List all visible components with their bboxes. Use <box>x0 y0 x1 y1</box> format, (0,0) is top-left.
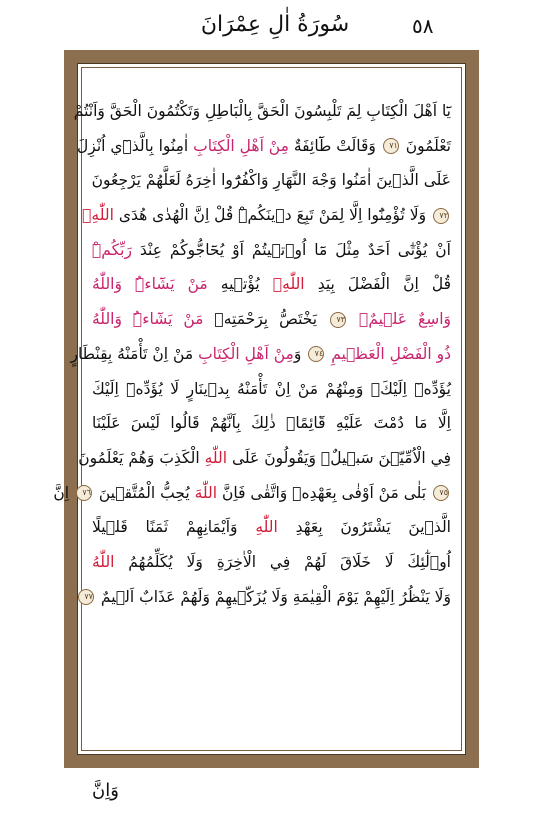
verse-text: اللّٰهِ <box>255 518 278 537</box>
verse-line <box>92 406 451 441</box>
ayah-number-marker: ٧١ <box>383 138 399 154</box>
verse-text: وَقَالَتْ طَٓائِفَةٌ <box>288 136 381 155</box>
verse-text: فِي الْاُمِّيّ۪نَ سَب۪يلٌۚ وَيَقُولُونَ عَلَى <box>227 448 451 467</box>
verse-text: وَلَا يَنْظُرُ اِلَيْهِمْ يَوْمَ الْقِيٰمَةِ وَلَا يُزَكّ۪يهِمْ وَلَهُمْ عَذَابٌ اَل۪يمٌ <box>95 587 451 606</box>
verse-text: اِلَّا مَا دُمْتَ عَلَيْهِ قَٓائِمًاۜ ذٰلِكَ بِاَنَّهُمْ قَالُوا لَيْسَ عَلَيْنَا <box>92 414 451 433</box>
ayah-number-marker: ٧٥ <box>433 485 449 501</box>
verse-text: اللّٰهِ <box>204 448 228 467</box>
verse-line <box>92 510 451 545</box>
verse-line <box>92 545 451 580</box>
verse-text: ذُو الْفَضْلِ الْعَظ۪يمِ <box>331 344 451 363</box>
verse-line <box>92 372 451 407</box>
verse-text: رَبِّكُمْۜ <box>92 240 132 259</box>
page-number: ٥٨ <box>412 14 434 38</box>
verse-text: الْكَذِبَ وَهُمْ يَعْلَمُونَ <box>78 448 205 467</box>
verse-text: اللّٰهِۙ <box>82 206 114 225</box>
verse-line <box>77 129 451 164</box>
catchword: وَاِنَّ <box>92 780 119 801</box>
surah-title: سُورَةُ اٰلِ عِمْرَانَ <box>200 12 350 37</box>
verse-text: اِنَّ <box>53 483 74 502</box>
page-frame <box>53 50 479 768</box>
verse-line <box>70 337 451 372</box>
verse-text: بَلٰى مَنْ اَوْفٰى بِعَهْدِه۪ وَاتَّقٰى فَاِنَّ <box>217 483 431 502</box>
verse-text: وَاَيْمَانِهِمْ ثَمَنًا قَل۪يلًا <box>92 518 256 537</box>
verse-text: اٰمِنُوا بِالَّذ۪ٓي اُنْزِلَ <box>77 136 194 155</box>
verse-line <box>92 233 451 268</box>
verse-text: مَنْ اِنْ تَأْمَنْهُ بِقِنْطَارٍ <box>70 344 199 363</box>
ayah-number-marker: ٧٣ <box>330 312 346 328</box>
verse-text: تَعْلَمُونَ <box>400 136 451 155</box>
verse-line <box>53 476 451 511</box>
ayah-number-marker: ٧٢ <box>433 208 449 224</box>
ayah-number-marker: ٧٦ <box>76 485 92 501</box>
verse-text: مِنْ اَهْلِ الْكِتَابِ <box>198 344 294 363</box>
verse-text: يُحِبُّ الْمُتَّق۪ينَ <box>93 483 195 502</box>
verse-text: اللّٰهِۚ <box>272 275 305 294</box>
verse-text: مَنْ يَشَٓاءُۜ وَاللّٰهُ <box>92 310 204 329</box>
verse-line <box>92 163 451 198</box>
verse-text: اللّٰهُ <box>92 552 115 571</box>
verse-line <box>84 580 451 615</box>
ayah-number-marker: ٧٤ <box>308 346 324 362</box>
verse-line <box>92 302 451 337</box>
verse-text: اُو۬لٰٓئِكَ لَا خَلَاقَ لَهُمْ فِي الْاٰخِرَةِ وَلَا يُكَلِّمُهُمُ <box>114 552 451 571</box>
verse-lines <box>53 94 451 744</box>
verse-text: عَلَى الَّذ۪ينَ اٰمَنُوا وَجْهَ النَّهَارِ وَاكْفُرُٓوا اٰخِرَهُ لَعَلَّهُمْ يَرْجِعُونَ <box>91 171 451 190</box>
verse-text: يَخْتَصُّ بِرَحْمَتِه۪ <box>203 310 329 329</box>
verse-text: يَٓا اَهْلَ الْكِتَابِ لِمَ تَلْبِسُونَ الْحَقَّ بِالْبَاطِلِ وَتَكْتُمُونَ الْحَقَّ وَاَنْتُمْ <box>73 102 451 120</box>
ayah-number-marker: ٧٧ <box>78 589 94 605</box>
verse-line <box>92 267 451 302</box>
verse-text: اَنْ يُؤْتٰٓى اَحَدٌ مِثْلَ مَٓا اُو۫ت۪يتُمْ اَوْ يُحَٓاجُّوكُمْ عِنْدَ <box>131 240 451 259</box>
verse-text: وَلَا تُؤْمِنُٓوا اِلَّا لِمَنْ تَبِعَ د۪ينَكُمْۜ قُلْ اِنَّ الْهُدٰى هُدَى <box>113 206 431 225</box>
verse-text: وَ <box>293 344 307 363</box>
verse-text: وَاسِعٌ عَل۪يمٌۙ <box>359 310 451 329</box>
verse-text: مِنْ اَهْلِ الْكِتَابِ <box>193 136 289 155</box>
verse-text: الَّذ۪ينَ يَشْتَرُونَ بِعَهْدِ <box>277 518 451 537</box>
verse-text: يُؤَدِّه۪ٓ اِلَيْكَۚ وَمِنْهُمْ مَنْ اِنْ تَأْمَنْهُ بِد۪ينَارٍ لَا يُؤَدِّه۪ٓ اِلَيْكَ <box>92 379 451 398</box>
verse-line <box>78 441 451 476</box>
verse-text: اللّٰهَ <box>194 483 218 502</box>
verse-line <box>82 198 451 233</box>
verse-line <box>73 94 451 129</box>
verse-text: قُلْ اِنَّ الْفَضْلَ بِيَدِ <box>304 275 451 294</box>
verse-text: يُؤْت۪يهِ <box>207 275 273 294</box>
verse-text: مَنْ يَشَٓاءُۜ وَاللّٰهُ <box>92 275 208 294</box>
page-header <box>0 0 550 56</box>
verse-text <box>348 310 359 328</box>
text-panel <box>53 63 466 755</box>
